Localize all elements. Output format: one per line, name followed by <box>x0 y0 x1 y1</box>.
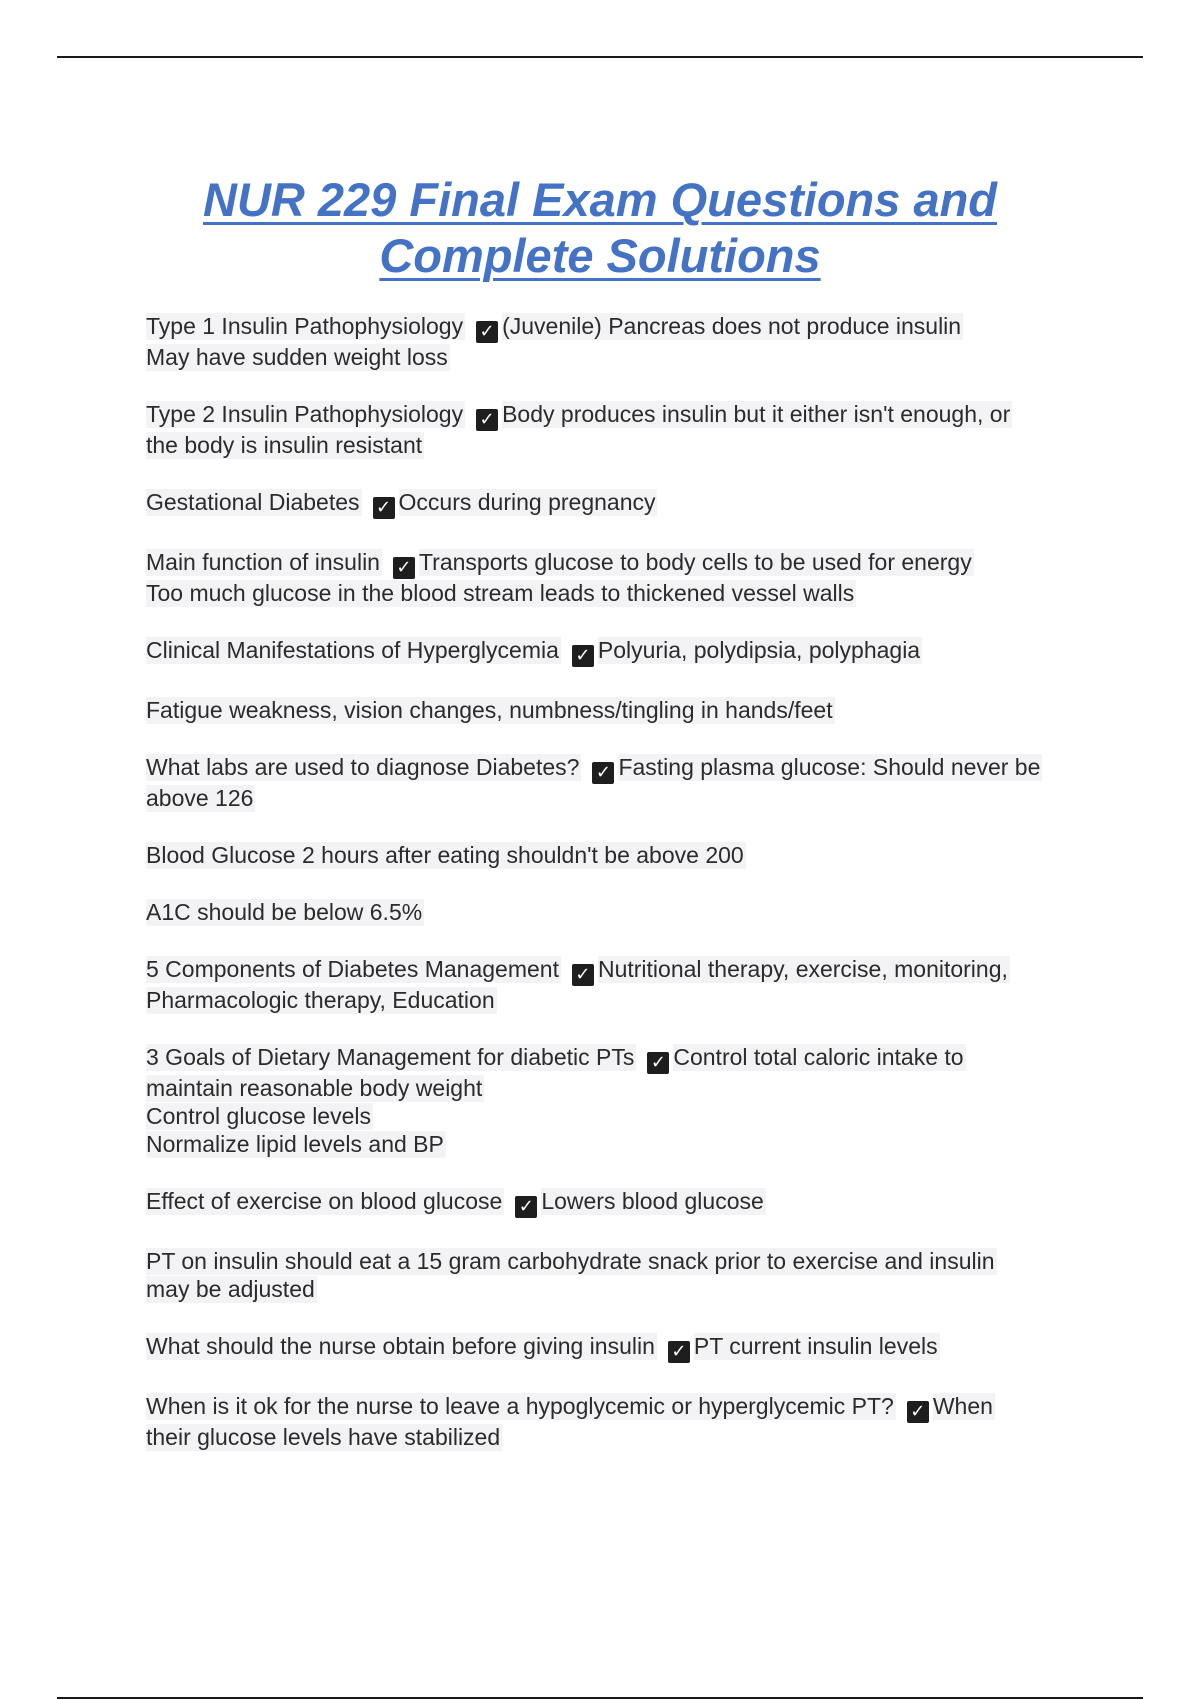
answer-continuation: above 126 <box>146 785 254 811</box>
answer-continuation: Too much glucose in the blood stream leads to thickened vessel walls <box>146 580 855 606</box>
note-text: PT on insulin should eat a 15 gram carbohydrate snack prior to exercise and insulin <box>146 1248 995 1274</box>
flashcard-entry <box>146 898 1086 926</box>
flashcard-entry <box>146 636 1086 667</box>
answer-continuation: May have sudden weight loss <box>146 344 448 370</box>
entry-line <box>146 1392 1086 1423</box>
entry-line <box>146 696 1086 724</box>
checkbox-checked-icon: ✓ <box>647 1052 669 1074</box>
checkbox-checked-icon: ✓ <box>393 557 415 579</box>
entry-line <box>146 343 1086 371</box>
checkbox-checked-icon: ✓ <box>476 321 498 343</box>
question-term: When is it ok for the nurse to leave a hypoglycemic or hyperglycemic PT? <box>146 1393 894 1419</box>
checkbox-checked-icon: ✓ <box>907 1401 929 1423</box>
note-text: Blood Glucose 2 hours after eating shouldn't be above 200 <box>146 842 744 868</box>
answer-text: Occurs during pregnancy <box>398 489 656 515</box>
entry-line <box>146 1423 1086 1451</box>
flashcard-entry <box>146 1392 1086 1451</box>
entry-line <box>146 312 1086 343</box>
title-line-1: NUR 229 Final Exam Questions and <box>203 173 997 226</box>
question-term: What should the nurse obtain before giving insulin <box>146 1333 655 1359</box>
entry-line <box>146 1102 1086 1130</box>
title-line-2: Complete Solutions <box>379 229 821 282</box>
answer-text: Lowers blood glucose <box>541 1188 764 1214</box>
checkbox-checked-icon: ✓ <box>476 409 498 431</box>
entry-line <box>146 753 1086 784</box>
answer-continuation: Control glucose levels <box>146 1103 372 1129</box>
flashcard-list <box>146 312 1086 1480</box>
question-term: What labs are used to diagnose Diabetes? <box>146 754 580 780</box>
bottom-rule <box>57 1697 1143 1699</box>
entry-line <box>146 1074 1086 1102</box>
answer-text: When <box>932 1393 993 1419</box>
top-rule <box>57 56 1143 58</box>
question-term: Effect of exercise on blood glucose <box>146 1188 503 1214</box>
entry-line <box>146 488 1086 519</box>
answer-text: Body produces insulin but it either isn't enough, or <box>502 401 1011 427</box>
checkbox-checked-icon: ✓ <box>668 1341 690 1363</box>
flashcard-entry <box>146 400 1086 459</box>
answer-continuation: Pharmacologic therapy, Education <box>146 987 495 1013</box>
answer-continuation: their glucose levels have stabilized <box>146 1424 501 1450</box>
entry-line <box>146 1187 1086 1218</box>
answer-text: Transports glucose to body cells to be used for energy <box>418 549 972 575</box>
flashcard-entry <box>146 1043 1086 1158</box>
answer-text: Nutritional therapy, exercise, monitoring, <box>597 956 1008 982</box>
flashcard-entry <box>146 1187 1086 1218</box>
entry-line <box>146 1247 1086 1275</box>
entry-line <box>146 1332 1086 1363</box>
checkbox-checked-icon: ✓ <box>572 645 594 667</box>
checkbox-checked-icon: ✓ <box>572 964 594 986</box>
entry-line <box>146 579 1086 607</box>
entry-line <box>146 400 1086 431</box>
question-term: 5 Components of Diabetes Management <box>146 956 559 982</box>
answer-text: Polyuria, polydipsia, polyphagia <box>597 637 921 663</box>
answer-continuation: may be adjusted <box>146 1276 315 1302</box>
entry-line <box>146 955 1086 986</box>
checkbox-checked-icon: ✓ <box>373 497 395 519</box>
entry-line <box>146 636 1086 667</box>
question-term: 3 Goals of Dietary Management for diabetic PTs <box>146 1044 635 1070</box>
flashcard-entry <box>146 1247 1086 1303</box>
answer-text: PT current insulin levels <box>693 1333 938 1359</box>
entry-line <box>146 898 1086 926</box>
checkbox-checked-icon: ✓ <box>592 762 614 784</box>
flashcard-entry <box>146 1332 1086 1363</box>
entry-line <box>146 1275 1086 1303</box>
answer-continuation: maintain reasonable body weight <box>146 1075 483 1101</box>
entry-line <box>146 431 1086 459</box>
answer-text: Fasting plasma glucose: Should never be <box>618 754 1041 780</box>
page-title <box>100 172 1100 284</box>
entry-line <box>146 1130 1086 1158</box>
checkbox-checked-icon: ✓ <box>515 1196 537 1218</box>
question-term: Main function of insulin <box>146 549 380 575</box>
question-term: Clinical Manifestations of Hyperglycemia <box>146 637 559 663</box>
answer-text: Control total caloric intake to <box>673 1044 964 1070</box>
entry-line <box>146 548 1086 579</box>
note-text: Fatigue weakness, vision changes, numbness/tingling in hands/feet <box>146 697 833 723</box>
answer-continuation: Normalize lipid levels and BP <box>146 1131 444 1157</box>
flashcard-entry <box>146 488 1086 519</box>
answer-text: (Juvenile) Pancreas does not produce insulin <box>502 313 962 339</box>
entry-line <box>146 1043 1086 1074</box>
flashcard-entry <box>146 548 1086 607</box>
flashcard-entry <box>146 955 1086 1014</box>
answer-continuation: the body is insulin resistant <box>146 432 423 458</box>
flashcard-entry <box>146 841 1086 869</box>
entry-line <box>146 784 1086 812</box>
question-term: Type 1 Insulin Pathophysiology <box>146 313 464 339</box>
entry-line <box>146 841 1086 869</box>
entry-line <box>146 986 1086 1014</box>
question-term: Gestational Diabetes <box>146 489 360 515</box>
note-text: A1C should be below 6.5% <box>146 899 423 925</box>
flashcard-entry <box>146 312 1086 371</box>
question-term: Type 2 Insulin Pathophysiology <box>146 401 464 427</box>
flashcard-entry <box>146 753 1086 812</box>
flashcard-entry <box>146 696 1086 724</box>
